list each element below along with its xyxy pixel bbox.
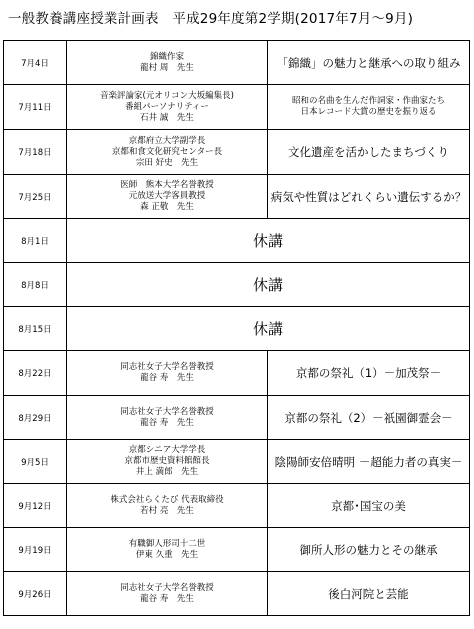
lecturer-cell: [67, 528, 268, 572]
lecturer-cell: [67, 85, 268, 130]
lecture-date: 7月4日: [4, 41, 67, 85]
holiday-cell: 休講: [67, 263, 470, 307]
page-title: 一般教養講座授業計画表 平成29年度第2学期(2017年7月～9月): [8, 11, 414, 27]
lecture-date: 9月19日: [4, 528, 67, 572]
table-row: [4, 440, 470, 484]
table-row: [4, 351, 470, 396]
table-row: [4, 175, 470, 219]
table-row: [4, 85, 470, 130]
topic-line: 京都･国宝の美: [331, 498, 406, 513]
topic-cell: [268, 41, 470, 85]
lecture-date: 8月29日: [4, 396, 67, 440]
lecture-date: 8月1日: [4, 219, 67, 263]
topic-line: 「錦織」の魅力と継承への取り組み: [276, 55, 461, 70]
lecturer-cell: [67, 484, 268, 528]
holiday-cell: 休講: [67, 307, 470, 351]
schedule-table: [3, 40, 470, 616]
lecturer-line: 龍谷 寿 先生: [140, 417, 194, 428]
topic-cell: [268, 528, 470, 572]
holiday-cell: 休講: [67, 219, 470, 263]
table-row: [4, 219, 470, 263]
lecture-date: 8月15日: [4, 307, 67, 351]
topic-line: 昭和の名曲を生んだ作詞家・作曲家たち: [291, 96, 445, 106]
table-row: [4, 41, 470, 85]
lecture-date: 7月18日: [4, 130, 67, 175]
topic-line: 京都の祭礼（2）－祇園御霊会－: [284, 410, 453, 425]
lecture-date: 8月22日: [4, 351, 67, 396]
lecturer-cell: [67, 396, 268, 440]
lecture-date: 9月26日: [4, 572, 67, 616]
table-row: [4, 307, 470, 351]
lecturer-line: 龍谷 寿 先生: [140, 373, 194, 383]
lecturer-line: 同志社女子大学名誉教授: [120, 406, 214, 417]
topic-cell: [268, 396, 470, 440]
topic-line: 病気や性質はどれくらい遺伝するか？: [270, 189, 467, 204]
topic-line: 文化遺産を活かしたまちづくり: [288, 145, 449, 159]
lecturer-line: 元放送大学客員教授: [128, 191, 206, 201]
lecturer-line: 宗田 好史 先生: [135, 157, 199, 168]
topic-cell: [268, 440, 470, 484]
lecturer-line: 若村 亮 先生: [140, 505, 194, 516]
topic-line: 御所人形の魅力とその継承: [299, 542, 438, 557]
lecture-date: 9月5日: [4, 440, 67, 484]
table-row: [4, 263, 470, 307]
table-row: [4, 572, 470, 616]
lecturer-cell: [67, 440, 268, 484]
lecturer-line: 有職御人形司十二世: [128, 538, 206, 549]
lecture-date: 7月11日: [4, 85, 67, 130]
lecture-date: 9月12日: [4, 484, 67, 528]
lecturer-line: 医師 熊本大学名誉教授: [120, 180, 214, 190]
topic-cell: [268, 130, 470, 175]
topic-cell: [268, 85, 470, 130]
lecturer-line: 京都市歴史資料館館長: [124, 456, 210, 466]
table-row: [4, 130, 470, 175]
table-row: [4, 396, 470, 440]
table-row: [4, 528, 470, 572]
lecturer-line: 龍村 周 先生: [140, 62, 194, 73]
lecturer-line: 音楽評論家(元オリコン大坂編集長): [100, 90, 234, 101]
table-row: [4, 484, 470, 528]
lecturer-line: 森 正敬 先生: [140, 202, 194, 212]
lecturer-line: 京都府立大学副学長: [128, 135, 206, 146]
lecturer-line: 同志社女子大学名誉教授: [120, 582, 214, 593]
lecturer-cell: [67, 175, 268, 219]
lecturer-line: 龍谷 寿 先生: [140, 593, 194, 604]
lecturer-line: 番組パーソナリティー: [125, 101, 209, 112]
topic-line: 日本レコード大賞の歴史を振り返る: [300, 107, 437, 117]
lecturer-line: 錦織作家: [149, 51, 184, 62]
topic-line: 後白河院と芸能: [328, 586, 409, 601]
topic-line: 陰陽師安倍晴明 －超能力者の真実－: [274, 454, 463, 469]
lecture-date: 8月8日: [4, 263, 67, 307]
lecturer-cell: [67, 41, 268, 85]
lecturer-line: 井上 満郎 先生: [135, 467, 199, 477]
topic-cell: [268, 175, 470, 219]
lecturer-line: 株式会社らくたび 代表取締役: [110, 494, 224, 505]
lecturer-line: 同志社女子大学名誉教授: [120, 362, 214, 372]
lecture-date: 7月25日: [4, 175, 67, 219]
lecturer-line: 石井 誠 先生: [140, 112, 194, 123]
topic-line: 京都の祭礼（1）－加茂祭－: [295, 366, 442, 380]
topic-cell: [268, 484, 470, 528]
lecturer-cell: [67, 130, 268, 175]
lecturer-line: 京都シニア大学学長: [128, 445, 206, 455]
lecturer-cell: [67, 572, 268, 616]
lecturer-cell: [67, 351, 268, 396]
topic-cell: [268, 351, 470, 396]
topic-cell: [268, 572, 470, 616]
lecturer-line: 伊東 久重 先生: [135, 549, 199, 560]
lecturer-line: 京都和食文化研究センター長: [111, 146, 223, 157]
